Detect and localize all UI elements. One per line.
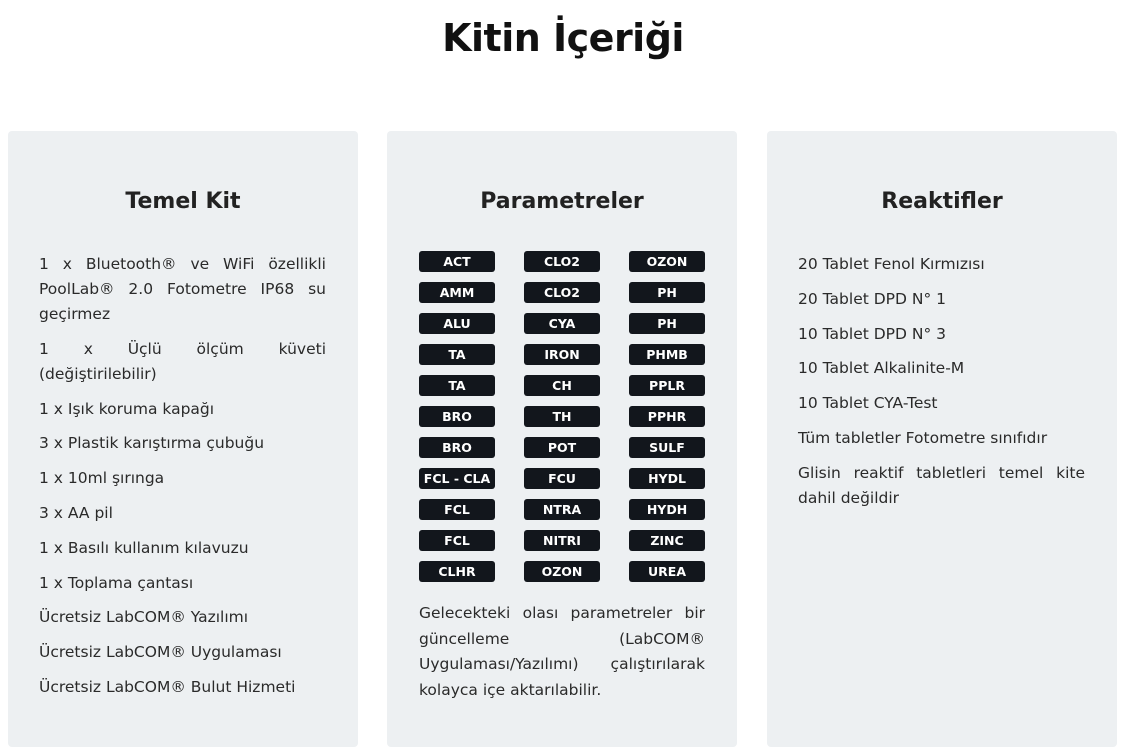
basic-kit-list — [39, 252, 326, 710]
page-title: Kitin İçeriği — [442, 16, 684, 60]
parameter-badge: ALU — [419, 313, 495, 334]
parameter-badge: PPLR — [629, 375, 705, 396]
parameter-badge: FCL - CLA — [419, 468, 495, 489]
parameter-badge: BRO — [419, 437, 495, 458]
parameter-badge: ZINC — [629, 530, 705, 551]
list-item: Ücretsiz LabCOM® Yazılımı — [39, 608, 249, 627]
list-item: 10 Tablet Alkalinite-M — [798, 359, 965, 378]
list-item: 10 Tablet DPD N° 3 — [798, 324, 947, 343]
list-item: 1 x Işık koruma kapağı — [39, 399, 215, 418]
parameter-badge: CLO2 — [524, 282, 600, 303]
parameter-badge: FCL — [419, 530, 495, 551]
basic-kit-title: Temel Kit — [125, 189, 241, 214]
list-item: Ücretsiz LabCOM® Bulut Hizmeti — [39, 677, 296, 696]
list-item: 10 Tablet CYA-Test — [798, 394, 938, 413]
parameter-badge: TH — [524, 406, 600, 427]
parameter-badge: CYA — [524, 313, 600, 334]
parameter-badge-grid — [419, 251, 705, 582]
parameter-badge: OZON — [629, 251, 705, 272]
parameter-badge: PH — [629, 313, 705, 334]
parameter-badge: SULF — [629, 437, 705, 458]
parameter-badge: CLO2 — [524, 251, 600, 272]
parameter-badge: NITRI — [524, 530, 600, 551]
parameter-badge: UREA — [629, 561, 705, 582]
list-item: 1 x Bluetooth® ve WiFi özellikli PoolLab® 2.0 Fotometre IP68 su geçirmez — [39, 255, 326, 323]
parameter-badge: TA — [419, 375, 495, 396]
list-item: Glisin reaktif tabletleri temel kite dahil değildir — [798, 463, 1085, 507]
parameter-badge: HYDH — [629, 499, 705, 520]
parameter-badge: POT — [524, 437, 600, 458]
parameter-badge: CH — [524, 375, 600, 396]
list-item: 3 x AA pil — [39, 503, 113, 522]
basic-kit-card — [8, 131, 358, 747]
reagents-list — [798, 252, 1085, 521]
list-item: 3 x Plastik karıştırma çubuğu — [39, 434, 265, 453]
parameter-badge: ACT — [419, 251, 495, 272]
parameter-badge: BRO — [419, 406, 495, 427]
parameter-badge: PHMB — [629, 344, 705, 365]
list-item: 1 x Üçlü ölçüm küveti (değiştirilebilir) — [39, 339, 326, 383]
list-item: 20 Tablet Fenol Kırmızısı — [798, 255, 985, 273]
parameter-badge: FCU — [524, 468, 600, 489]
parameter-badge: NTRA — [524, 499, 600, 520]
parameter-badge: OZON — [524, 561, 600, 582]
reagents-title: Reaktifler — [881, 189, 1003, 214]
list-item: 1 x Basılı kullanım kılavuzu — [39, 538, 249, 557]
parameter-badge: CLHR — [419, 561, 495, 582]
parameter-badge: PPHR — [629, 406, 705, 427]
parameters-title: Parametreler — [480, 189, 644, 214]
parameter-badge: HYDL — [629, 468, 705, 489]
parameters-card — [387, 131, 737, 747]
parameters-note: Gelecekteki olası parametreler bir güncelleme (LabCOM® Uygulaması/Yazılımı) çalıştırılarak kolayca içe aktarılabilir. — [419, 604, 705, 699]
reagents-card — [767, 131, 1117, 747]
parameter-badge: IRON — [524, 344, 600, 365]
parameter-badge: AMM — [419, 282, 495, 303]
parameter-badge: PH — [629, 282, 705, 303]
parameter-badge: TA — [419, 344, 495, 365]
list-item: 1 x 10ml şırınga — [39, 469, 165, 488]
parameter-badge: FCL — [419, 499, 495, 520]
list-item: 20 Tablet DPD N° 1 — [798, 289, 947, 308]
list-item: 1 x Toplama çantası — [39, 573, 194, 592]
list-item: Tüm tabletler Fotometre sınıfıdır — [798, 428, 1048, 447]
list-item: Ücretsiz LabCOM® Uygulaması — [39, 643, 282, 662]
